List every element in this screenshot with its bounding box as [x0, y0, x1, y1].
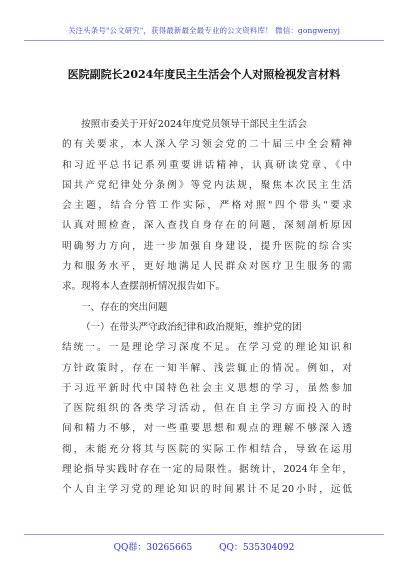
qq-number: QQ：535304092 [219, 543, 295, 553]
paragraph-line: 的有关要求，本人深入学习领会党的二十届三中全会精神 [62, 139, 352, 151]
paragraph-line: 了医院组织的各类学习活动，但在自主学习方面投入的时 [62, 403, 352, 415]
paragraph-line: 彻，未能充分将其与医院的实际工作相结合，导致在运用 [62, 443, 352, 455]
qq-group-number: QQ群：30265665 [113, 543, 193, 553]
paragraph-line: 间和精力不够，对一些重要思想和观点的理解不够深入透 [62, 423, 352, 435]
paragraph-line: 个人自主学习党的理论知识的时间累计不足20小时，远低 [62, 484, 352, 496]
paragraph-line: 求。现将本人查摆剖析情况报告如下。 [62, 281, 226, 293]
header-divider [24, 40, 384, 41]
paragraph-line: 认真对照检查，深入查找自身存在的问题，深刻剖析原因 [62, 220, 352, 232]
paragraph-line: 和习近平总书记系列重要讲话精神，认真研读党章、《中 [62, 159, 352, 171]
document-title: 医院副院长2024年度民主生活会个人对照检视发言材料 [67, 68, 341, 81]
footer-contacts [0, 540, 408, 553]
subsection-heading-line: （一）在带头严守政治纪律和政治规矩，维护党的团 [81, 321, 302, 333]
paragraph-line: 国共产党纪律处分条例》等党内法规，聚焦本次民主生活 [62, 179, 352, 191]
paragraph-line: 于习近平新时代中国特色社会主义思想的学习，虽然参加 [62, 382, 352, 394]
paragraph-line: 明确努力方向，进一步加强自身建设，提升医院的综合实 [62, 240, 352, 252]
paragraph-line: 力和服务水平，更好地满足人民群众对医疗卫生服务的需 [62, 261, 352, 273]
document-body [62, 115, 352, 501]
paragraph-line: 按照市委关于开好2024年度党员领导干部民主生活会 [81, 119, 307, 130]
paragraph-line: 结统一。一是理论学习深度不足。在学习党的理论知识和 [62, 342, 352, 354]
header-note: 关注头条号"公文研究"，获得最新最全最专业的公文资料库！ 微信：gongwenyj [67, 26, 341, 35]
footer-divider [24, 534, 384, 535]
paragraph-line: 方针政策时，存在一知半解、浅尝辄止的情况。例如，对 [62, 362, 352, 374]
paragraph-line: 会主题，结合分管工作实际，严格对照"四个带头"要求 [62, 200, 352, 212]
paragraph-line: 理论指导实践时存在一定的局限性。据统计，2024年全年， [62, 464, 352, 476]
section-heading: 一、存在的突出问题 [81, 301, 168, 313]
